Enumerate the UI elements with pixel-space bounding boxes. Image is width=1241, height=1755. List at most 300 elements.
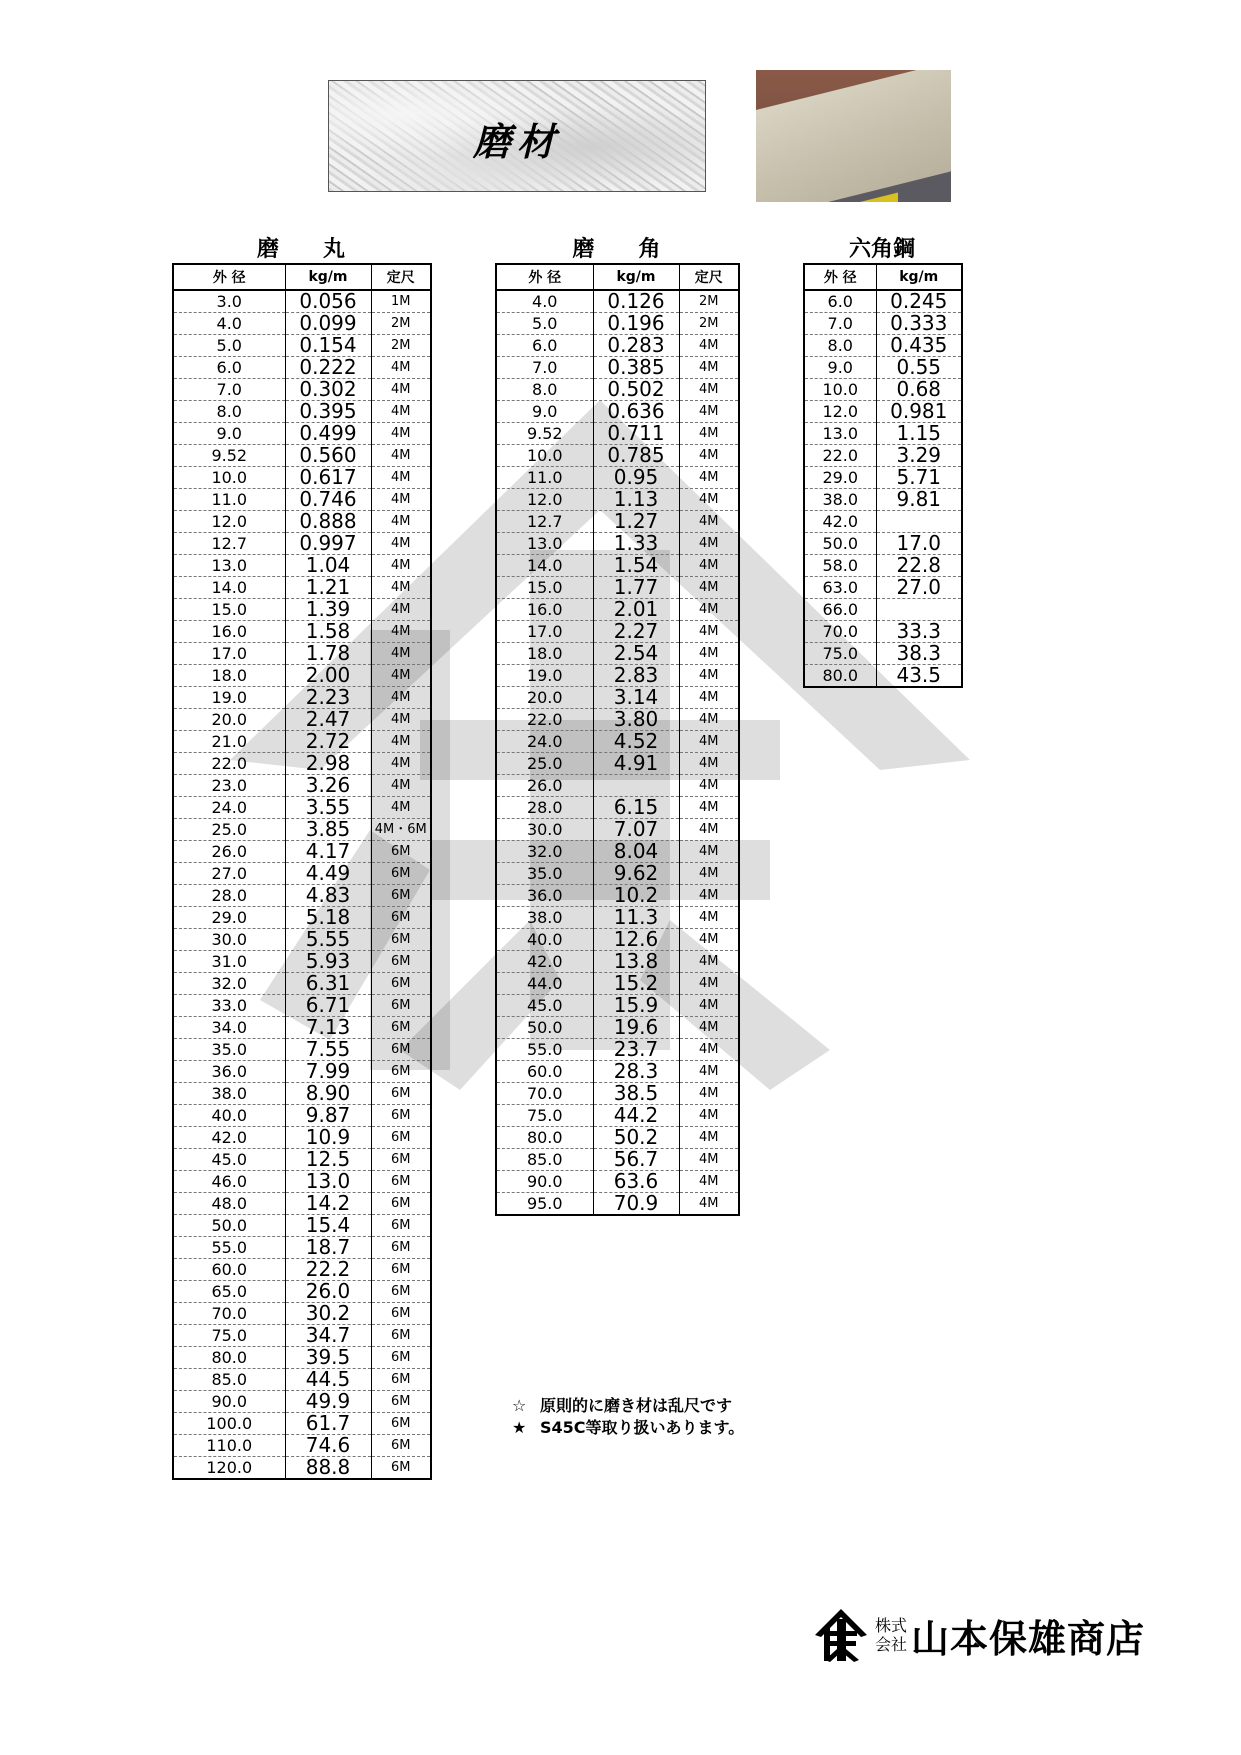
diameter-cell: 80.0 xyxy=(496,1127,593,1149)
table-row xyxy=(173,555,431,577)
diameter-cell: 80.0 xyxy=(173,1347,285,1369)
table-row xyxy=(496,951,739,973)
weight-cell: 70.9 xyxy=(593,1193,679,1216)
table-row xyxy=(804,643,962,665)
table-row xyxy=(496,577,739,599)
table-row xyxy=(496,313,739,335)
table-row xyxy=(173,511,431,533)
weight-cell: 6.15 xyxy=(593,797,679,819)
length-cell: 4M xyxy=(679,1017,739,1039)
table-row xyxy=(173,797,431,819)
length-cell: 2M xyxy=(371,313,431,335)
weight-cell: 8.90 xyxy=(285,1083,371,1105)
weight-cell: 0.502 xyxy=(593,379,679,401)
length-cell: 6M xyxy=(371,1083,431,1105)
table-row xyxy=(173,1061,431,1083)
weight-cell: 5.71 xyxy=(876,467,962,489)
diameter-cell: 23.0 xyxy=(173,775,285,797)
weight-cell: 88.8 xyxy=(285,1457,371,1480)
weight-cell: 2.54 xyxy=(593,643,679,665)
weight-cell: 0.222 xyxy=(285,357,371,379)
weight-cell: 4.83 xyxy=(285,885,371,907)
table-row xyxy=(173,863,431,885)
diameter-cell: 25.0 xyxy=(173,819,285,841)
square-bar-table xyxy=(495,263,740,1216)
table-row xyxy=(173,1237,431,1259)
length-cell: 4M xyxy=(679,1061,739,1083)
diameter-cell: 75.0 xyxy=(804,643,876,665)
length-cell: 2M xyxy=(679,290,739,313)
table-row xyxy=(496,290,739,313)
table-row xyxy=(496,753,739,775)
weight-cell: 1.27 xyxy=(593,511,679,533)
weight-cell: 9.81 xyxy=(876,489,962,511)
table-row xyxy=(173,1039,431,1061)
table-row xyxy=(173,1171,431,1193)
table-row xyxy=(173,665,431,687)
diameter-cell: 70.0 xyxy=(173,1303,285,1325)
length-cell: 4M xyxy=(679,665,739,687)
weight-cell: 7.07 xyxy=(593,819,679,841)
length-cell: 4M xyxy=(371,423,431,445)
length-cell: 6M xyxy=(371,1369,431,1391)
length-cell: 4M xyxy=(679,555,739,577)
diameter-cell: 32.0 xyxy=(496,841,593,863)
diameter-cell: 3.0 xyxy=(173,290,285,313)
weight-cell: 22.2 xyxy=(285,1259,371,1281)
length-cell: 6M xyxy=(371,1193,431,1215)
length-cell: 4M xyxy=(371,643,431,665)
table-row xyxy=(496,555,739,577)
diameter-cell: 9.0 xyxy=(173,423,285,445)
diameter-cell: 8.0 xyxy=(496,379,593,401)
length-cell: 4M xyxy=(679,885,739,907)
weight-cell: 4.52 xyxy=(593,731,679,753)
weight-cell: 63.6 xyxy=(593,1171,679,1193)
length-cell: 4M xyxy=(371,379,431,401)
weight-cell: 4.91 xyxy=(593,753,679,775)
diameter-cell: 66.0 xyxy=(804,599,876,621)
length-cell: 4M xyxy=(679,863,739,885)
diameter-cell: 70.0 xyxy=(496,1083,593,1105)
banner-title: 磨材 xyxy=(472,120,561,164)
note-text: S45C等取り扱いあります。 xyxy=(540,1418,745,1437)
diameter-cell: 24.0 xyxy=(496,731,593,753)
weight-cell: 15.2 xyxy=(593,973,679,995)
weight-cell: 1.78 xyxy=(285,643,371,665)
weight-cell: 3.26 xyxy=(285,775,371,797)
diameter-cell: 9.52 xyxy=(496,423,593,445)
table-row xyxy=(496,665,739,687)
table-row xyxy=(496,445,739,467)
weight-cell: 44.2 xyxy=(593,1105,679,1127)
diameter-cell: 26.0 xyxy=(173,841,285,863)
length-cell: 6M xyxy=(371,1149,431,1171)
diameter-cell: 6.0 xyxy=(804,290,876,313)
diameter-cell: 36.0 xyxy=(496,885,593,907)
diameter-cell: 18.0 xyxy=(173,665,285,687)
weight-cell: 2.98 xyxy=(285,753,371,775)
weight-cell: 0.196 xyxy=(593,313,679,335)
header-diameter: 外 径 xyxy=(496,264,593,290)
weight-cell: 2.00 xyxy=(285,665,371,687)
diameter-cell: 42.0 xyxy=(496,951,593,973)
diameter-cell: 32.0 xyxy=(173,973,285,995)
weight-cell: 9.62 xyxy=(593,863,679,885)
diameter-cell: 16.0 xyxy=(173,621,285,643)
note-line xyxy=(512,1417,744,1439)
weight-cell: 12.6 xyxy=(593,929,679,951)
title-banner xyxy=(328,80,706,192)
weight-cell: 0.395 xyxy=(285,401,371,423)
diameter-cell: 11.0 xyxy=(496,467,593,489)
black-star-icon: ★ xyxy=(512,1418,527,1437)
diameter-cell: 48.0 xyxy=(173,1193,285,1215)
table-row xyxy=(804,379,962,401)
length-cell: 4M xyxy=(679,973,739,995)
length-cell: 4M xyxy=(371,753,431,775)
diameter-cell: 15.0 xyxy=(173,599,285,621)
diameter-cell: 42.0 xyxy=(173,1127,285,1149)
length-cell: 4M xyxy=(679,929,739,951)
table-row xyxy=(804,577,962,599)
diameter-cell: 55.0 xyxy=(496,1039,593,1061)
weight-cell: 6.71 xyxy=(285,995,371,1017)
table-row xyxy=(496,973,739,995)
length-cell: 4M・6M xyxy=(371,819,431,841)
company-name: 山本保雄商店 xyxy=(911,1615,1146,1661)
diameter-cell: 21.0 xyxy=(173,731,285,753)
table-row xyxy=(173,445,431,467)
diameter-cell: 10.0 xyxy=(173,467,285,489)
header-weight: kg/m xyxy=(285,264,371,290)
table-row xyxy=(173,489,431,511)
weight-cell: 0.68 xyxy=(876,379,962,401)
diameter-cell: 100.0 xyxy=(173,1413,285,1435)
length-cell: 4M xyxy=(679,753,739,775)
diameter-cell: 18.0 xyxy=(496,643,593,665)
weight-cell xyxy=(876,511,962,533)
table-row xyxy=(804,401,962,423)
weight-cell: 38.3 xyxy=(876,643,962,665)
length-cell: 6M xyxy=(371,1105,431,1127)
weight-cell: 0.333 xyxy=(876,313,962,335)
table-row xyxy=(173,533,431,555)
length-cell: 4M xyxy=(679,841,739,863)
weight-cell: 3.29 xyxy=(876,445,962,467)
diameter-cell: 38.0 xyxy=(804,489,876,511)
weight-cell: 50.2 xyxy=(593,1127,679,1149)
diameter-cell: 9.0 xyxy=(496,401,593,423)
length-cell: 6M xyxy=(371,863,431,885)
length-cell: 6M xyxy=(371,1061,431,1083)
diameter-cell: 38.0 xyxy=(173,1083,285,1105)
weight-cell: 0.617 xyxy=(285,467,371,489)
length-cell: 4M xyxy=(679,775,739,797)
header-weight: kg/m xyxy=(876,264,962,290)
length-cell: 4M xyxy=(679,533,739,555)
length-cell: 6M xyxy=(371,841,431,863)
table-row xyxy=(173,643,431,665)
diameter-cell: 12.0 xyxy=(804,401,876,423)
diameter-cell: 58.0 xyxy=(804,555,876,577)
table-row xyxy=(496,775,739,797)
length-cell: 4M xyxy=(371,577,431,599)
weight-cell: 3.85 xyxy=(285,819,371,841)
table-row xyxy=(173,1215,431,1237)
table-row xyxy=(173,709,431,731)
length-cell: 4M xyxy=(371,797,431,819)
table-row xyxy=(496,599,739,621)
diameter-cell: 7.0 xyxy=(804,313,876,335)
length-cell: 6M xyxy=(371,1457,431,1480)
table-row xyxy=(496,1127,739,1149)
weight-cell: 34.7 xyxy=(285,1325,371,1347)
weight-cell: 22.8 xyxy=(876,555,962,577)
table-row xyxy=(173,621,431,643)
table-row xyxy=(173,753,431,775)
table-row xyxy=(173,1457,431,1480)
length-cell: 4M xyxy=(679,357,739,379)
company-prefix-line1: 株式 xyxy=(875,1616,908,1635)
table-row xyxy=(496,841,739,863)
diameter-cell: 90.0 xyxy=(496,1171,593,1193)
table-row xyxy=(173,290,431,313)
table-row xyxy=(173,995,431,1017)
weight-cell: 5.18 xyxy=(285,907,371,929)
table-row xyxy=(173,687,431,709)
weight-cell: 74.6 xyxy=(285,1435,371,1457)
table-row xyxy=(804,555,962,577)
diameter-cell: 60.0 xyxy=(496,1061,593,1083)
table-row xyxy=(804,599,962,621)
table-row xyxy=(496,1149,739,1171)
weight-cell: 1.54 xyxy=(593,555,679,577)
table-row xyxy=(496,379,739,401)
diameter-cell: 8.0 xyxy=(804,335,876,357)
weight-cell: 8.04 xyxy=(593,841,679,863)
table-row xyxy=(496,357,739,379)
table-row xyxy=(496,335,739,357)
weight-cell: 0.746 xyxy=(285,489,371,511)
diameter-cell: 28.0 xyxy=(173,885,285,907)
diameter-cell: 8.0 xyxy=(173,401,285,423)
weight-cell: 10.9 xyxy=(285,1127,371,1149)
diameter-cell: 28.0 xyxy=(496,797,593,819)
weight-cell: 7.55 xyxy=(285,1039,371,1061)
diameter-cell: 12.0 xyxy=(173,511,285,533)
length-cell: 4M xyxy=(679,1171,739,1193)
weight-cell: 0.981 xyxy=(876,401,962,423)
length-cell: 4M xyxy=(679,1193,739,1216)
table-row xyxy=(496,929,739,951)
weight-cell: 23.7 xyxy=(593,1039,679,1061)
weight-cell: 0.126 xyxy=(593,290,679,313)
company-prefix-line2: 会社 xyxy=(875,1635,908,1654)
diameter-cell: 22.0 xyxy=(173,753,285,775)
diameter-cell: 20.0 xyxy=(496,687,593,709)
length-cell: 4M xyxy=(679,335,739,357)
length-cell: 6M xyxy=(371,1017,431,1039)
weight-cell: 0.302 xyxy=(285,379,371,401)
header-weight: kg/m xyxy=(593,264,679,290)
length-cell: 4M xyxy=(679,1149,739,1171)
length-cell: 4M xyxy=(371,357,431,379)
weight-cell: 0.283 xyxy=(593,335,679,357)
weight-cell: 0.154 xyxy=(285,335,371,357)
length-cell: 4M xyxy=(679,1127,739,1149)
length-cell: 4M xyxy=(371,401,431,423)
diameter-cell: 13.0 xyxy=(173,555,285,577)
diameter-cell: 31.0 xyxy=(173,951,285,973)
table-row xyxy=(173,819,431,841)
weight-cell: 6.31 xyxy=(285,973,371,995)
length-cell: 4M xyxy=(679,797,739,819)
table-row xyxy=(496,1171,739,1193)
length-cell: 4M xyxy=(371,489,431,511)
diameter-cell: 75.0 xyxy=(173,1325,285,1347)
diameter-cell: 5.0 xyxy=(496,313,593,335)
table-row xyxy=(804,335,962,357)
diameter-cell: 95.0 xyxy=(496,1193,593,1216)
weight-cell: 3.55 xyxy=(285,797,371,819)
diameter-cell: 110.0 xyxy=(173,1435,285,1457)
table-row xyxy=(496,1061,739,1083)
white-star-icon: ☆ xyxy=(512,1396,527,1415)
length-cell: 6M xyxy=(371,929,431,951)
length-cell: 4M xyxy=(371,467,431,489)
table-row xyxy=(173,1281,431,1303)
weight-cell: 0.385 xyxy=(593,357,679,379)
weight-cell: 2.72 xyxy=(285,731,371,753)
weight-cell: 0.711 xyxy=(593,423,679,445)
weight-cell: 44.5 xyxy=(285,1369,371,1391)
weight-cell: 0.435 xyxy=(876,335,962,357)
table-row xyxy=(496,423,739,445)
company-prefix xyxy=(875,1616,907,1654)
diameter-cell: 63.0 xyxy=(804,577,876,599)
table-row xyxy=(804,489,962,511)
table-row xyxy=(804,533,962,555)
diameter-cell: 16.0 xyxy=(496,599,593,621)
diameter-cell: 46.0 xyxy=(173,1171,285,1193)
table-row xyxy=(173,1083,431,1105)
table-row xyxy=(496,401,739,423)
table-row xyxy=(173,467,431,489)
diameter-cell: 44.0 xyxy=(496,973,593,995)
diameter-cell: 50.0 xyxy=(173,1215,285,1237)
diameter-cell: 22.0 xyxy=(804,445,876,467)
length-cell: 4M xyxy=(679,907,739,929)
table-row xyxy=(496,885,739,907)
diameter-cell: 38.0 xyxy=(496,907,593,929)
length-cell: 4M xyxy=(679,1105,739,1127)
note-line xyxy=(512,1395,744,1417)
diameter-cell: 34.0 xyxy=(173,1017,285,1039)
table-row xyxy=(173,1149,431,1171)
weight-cell: 5.93 xyxy=(285,951,371,973)
diameter-cell: 19.0 xyxy=(496,665,593,687)
company-logo-icon xyxy=(813,1607,869,1663)
weight-cell: 0.636 xyxy=(593,401,679,423)
diameter-cell: 4.0 xyxy=(496,290,593,313)
table-row xyxy=(173,841,431,863)
length-cell: 6M xyxy=(371,1413,431,1435)
diameter-cell: 30.0 xyxy=(173,929,285,951)
table-row xyxy=(173,951,431,973)
weight-cell: 2.23 xyxy=(285,687,371,709)
table-row xyxy=(496,1083,739,1105)
length-cell: 4M xyxy=(679,951,739,973)
table-row xyxy=(804,467,962,489)
table-row xyxy=(173,599,431,621)
table-row xyxy=(173,1391,431,1413)
diameter-cell: 70.0 xyxy=(804,621,876,643)
diameter-cell: 19.0 xyxy=(173,687,285,709)
weight-cell: 0.056 xyxy=(285,290,371,313)
table-row xyxy=(173,1369,431,1391)
table-row xyxy=(173,1259,431,1281)
weight-cell: 7.99 xyxy=(285,1061,371,1083)
diameter-cell: 24.0 xyxy=(173,797,285,819)
table-row xyxy=(496,863,739,885)
table-row xyxy=(173,423,431,445)
table-row xyxy=(496,489,739,511)
note-text: 原則的に磨き材は乱尺です xyxy=(540,1396,733,1415)
diameter-cell: 80.0 xyxy=(804,665,876,688)
diameter-cell: 17.0 xyxy=(496,621,593,643)
table-row xyxy=(173,401,431,423)
table-row xyxy=(804,621,962,643)
length-cell: 4M xyxy=(679,687,739,709)
length-cell: 4M xyxy=(679,511,739,533)
weight-cell: 13.0 xyxy=(285,1171,371,1193)
length-cell: 4M xyxy=(371,665,431,687)
table-row xyxy=(173,973,431,995)
hex-bar-table xyxy=(803,263,963,688)
length-cell: 4M xyxy=(679,489,739,511)
length-cell: 6M xyxy=(371,1259,431,1281)
diameter-cell: 45.0 xyxy=(173,1149,285,1171)
weight-cell: 0.888 xyxy=(285,511,371,533)
length-cell: 4M xyxy=(371,533,431,555)
weight-cell: 0.785 xyxy=(593,445,679,467)
length-cell: 4M xyxy=(371,445,431,467)
table-row xyxy=(804,511,962,533)
diameter-cell: 10.0 xyxy=(496,445,593,467)
length-cell: 4M xyxy=(679,423,739,445)
diameter-cell: 60.0 xyxy=(173,1259,285,1281)
weight-cell: 15.9 xyxy=(593,995,679,1017)
square-section-title: 磨 角 xyxy=(572,237,661,262)
table-row xyxy=(496,621,739,643)
length-cell: 4M xyxy=(371,511,431,533)
table-row xyxy=(804,290,962,313)
length-cell: 6M xyxy=(371,995,431,1017)
weight-cell: 49.9 xyxy=(285,1391,371,1413)
diameter-cell: 55.0 xyxy=(173,1237,285,1259)
diameter-cell: 45.0 xyxy=(496,995,593,1017)
table-row xyxy=(173,313,431,335)
weight-cell: 12.5 xyxy=(285,1149,371,1171)
length-cell: 4M xyxy=(679,599,739,621)
diameter-cell: 13.0 xyxy=(804,423,876,445)
weight-cell: 3.14 xyxy=(593,687,679,709)
length-cell: 6M xyxy=(371,907,431,929)
length-cell: 1M xyxy=(371,290,431,313)
weight-cell: 1.77 xyxy=(593,577,679,599)
weight-cell: 2.47 xyxy=(285,709,371,731)
